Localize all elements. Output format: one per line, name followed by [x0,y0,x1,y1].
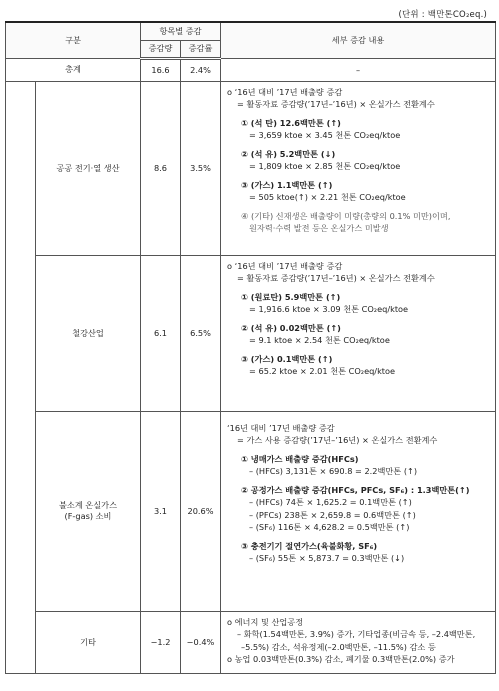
detail-line: ‘16년 대비 ’17년 배출량 증감 [227,422,335,433]
detail-line: – (SF₆) 55톤 × 5,873.7 = 0.3백만톤 (↓) [249,553,405,563]
category-spacer [6,81,36,673]
header-detail: 세부 증감 내용 [221,22,496,58]
row-amount: −1.2 [141,611,181,673]
detail-line: = 65.2 ktoe × 2.01 천톤 CO₂eq/ktoe [249,366,396,376]
header-category: 구분 [6,22,141,58]
detail-line: o ‘16년 대비 ’17년 배출량 증감 [227,86,343,97]
header-change-group: 항목별 증감 [141,22,221,40]
table-row-steel [6,255,496,411]
table-row-fgas [6,411,496,611]
detail-line: = 9.1 ktoe × 2.54 천톤 CO₂eq/ktoe [249,335,390,345]
detail-line: ② (석 유) 0.02백만톤 (↑) [241,322,341,333]
row-detail [221,411,496,611]
row-rate: 20.6% [181,411,221,611]
detail-line: = 3,659 ktoe × 3.45 천톤 CO₂eq/ktoe [249,130,401,140]
detail-line: = 활동자료 증감량(’17년–’16년) × 온실가스 전환계수 [237,273,435,283]
row-label [36,411,141,611]
row-detail [221,255,496,411]
detail-line: o 에너지 및 산업공정 [227,616,304,627]
detail-line: = 1,809 ktoe × 2.85 천톤 CO₂eq/ktoe [249,161,401,171]
detail-line: ② 공정가스 배출량 증감(HFCs, PFCs, SF₆) : 1.3백만톤(↑) [241,484,470,495]
detail-line: = 1,916.6 ktoe × 3.09 천톤 CO₂eq/ktoe [249,304,409,314]
detail-line: = 활동자료 증감량(’17년–’16년) × 온실가스 전환계수 [237,99,435,109]
detail-line: ③ 충전기기 절연가스(육불화황, SF₆) [241,540,378,551]
detail-line: o 농업 0.03백만톤(0.3%) 감소, 폐기물 0.3백만톤(2.0%) 증가 [227,654,455,664]
detail-line: – 화학(1.54백만톤, 3.9%) 증가, 기타업종(비금속 등, –2.4백만톤, [237,629,476,639]
row-amount: 3.1 [141,411,181,611]
table-row-power [6,81,496,255]
total-amount: 16.6 [141,58,181,81]
emissions-change-table [5,21,496,674]
detail-line: o ‘16년 대비 ’17년 배출량 증감 [227,260,343,271]
row-label: 공공 전기·열 생산 [36,81,141,255]
row-detail [221,81,496,255]
row-label: 철강산업 [36,255,141,411]
row-rate: 6.5% [181,255,221,411]
detail-line: – (HFCs) 3,131톤 × 690.8 = 2.2백만톤 (↑) [249,466,418,476]
row-amount: 8.6 [141,81,181,255]
detail-line: 원자력·수력 발전 등은 온실가스 미발생 [249,223,389,233]
detail-line: = 가스 사용 증감량(’17년–’16년) × 온실가스 전환계수 [237,435,438,445]
header-change-amount: 증감량 [141,40,181,58]
table-row-other [6,611,496,673]
total-detail: – [221,58,496,81]
total-rate: 2.4% [181,58,221,81]
unit-note: (단위 : 백만톤CO₂eq.) [398,10,487,20]
detail-line: ④ (기타) 신재생은 배출량이 미량(총량의 0.1% 미만)이며, [241,210,451,221]
row-rate: −0.4% [181,611,221,673]
header-change-rate: 증감률 [181,40,221,58]
detail-line: ③ (가스) 0.1백만톤 (↑) [241,353,333,364]
detail-line: –5.5%) 감소, 석유정제(–2.0백만톤, –11.5%) 감소 등 [241,641,436,652]
detail-line: ② (석 유) 5.2백만톤 (↓) [241,148,336,159]
detail-line: ③ (가스) 1.1백만톤 (↑) [241,179,333,190]
detail-line: = 505 ktoe(↑) × 2.21 천톤 CO₂eq/ktoe [249,192,406,202]
detail-line: – (SF₆) 116톤 × 4,628.2 = 0.5백만톤 (↑) [249,522,410,532]
row-label-line: (F-gas) 소비 [64,511,112,521]
row-label-line: 불소계 온실가스 [59,500,117,510]
row-rate: 3.5% [181,81,221,255]
detail-line: ① (원료탄) 5.9백만톤 (↑) [241,291,341,302]
row-amount: 6.1 [141,255,181,411]
row-label: 기타 [36,611,141,673]
total-row [6,58,496,81]
row-detail [221,611,496,673]
detail-line: – (PFCs) 238톤 × 2,659.8 = 0.6백만톤 (↑) [249,509,416,520]
total-label: 총계 [6,58,141,81]
detail-line: ① 냉매가스 배출량 증감(HFCs) [241,453,359,464]
detail-line: – (HFCs) 74톤 × 1,625.2 = 0.1백만톤 (↑) [249,497,412,507]
detail-line: ① (석 탄) 12.6백만톤 (↑) [241,117,341,128]
